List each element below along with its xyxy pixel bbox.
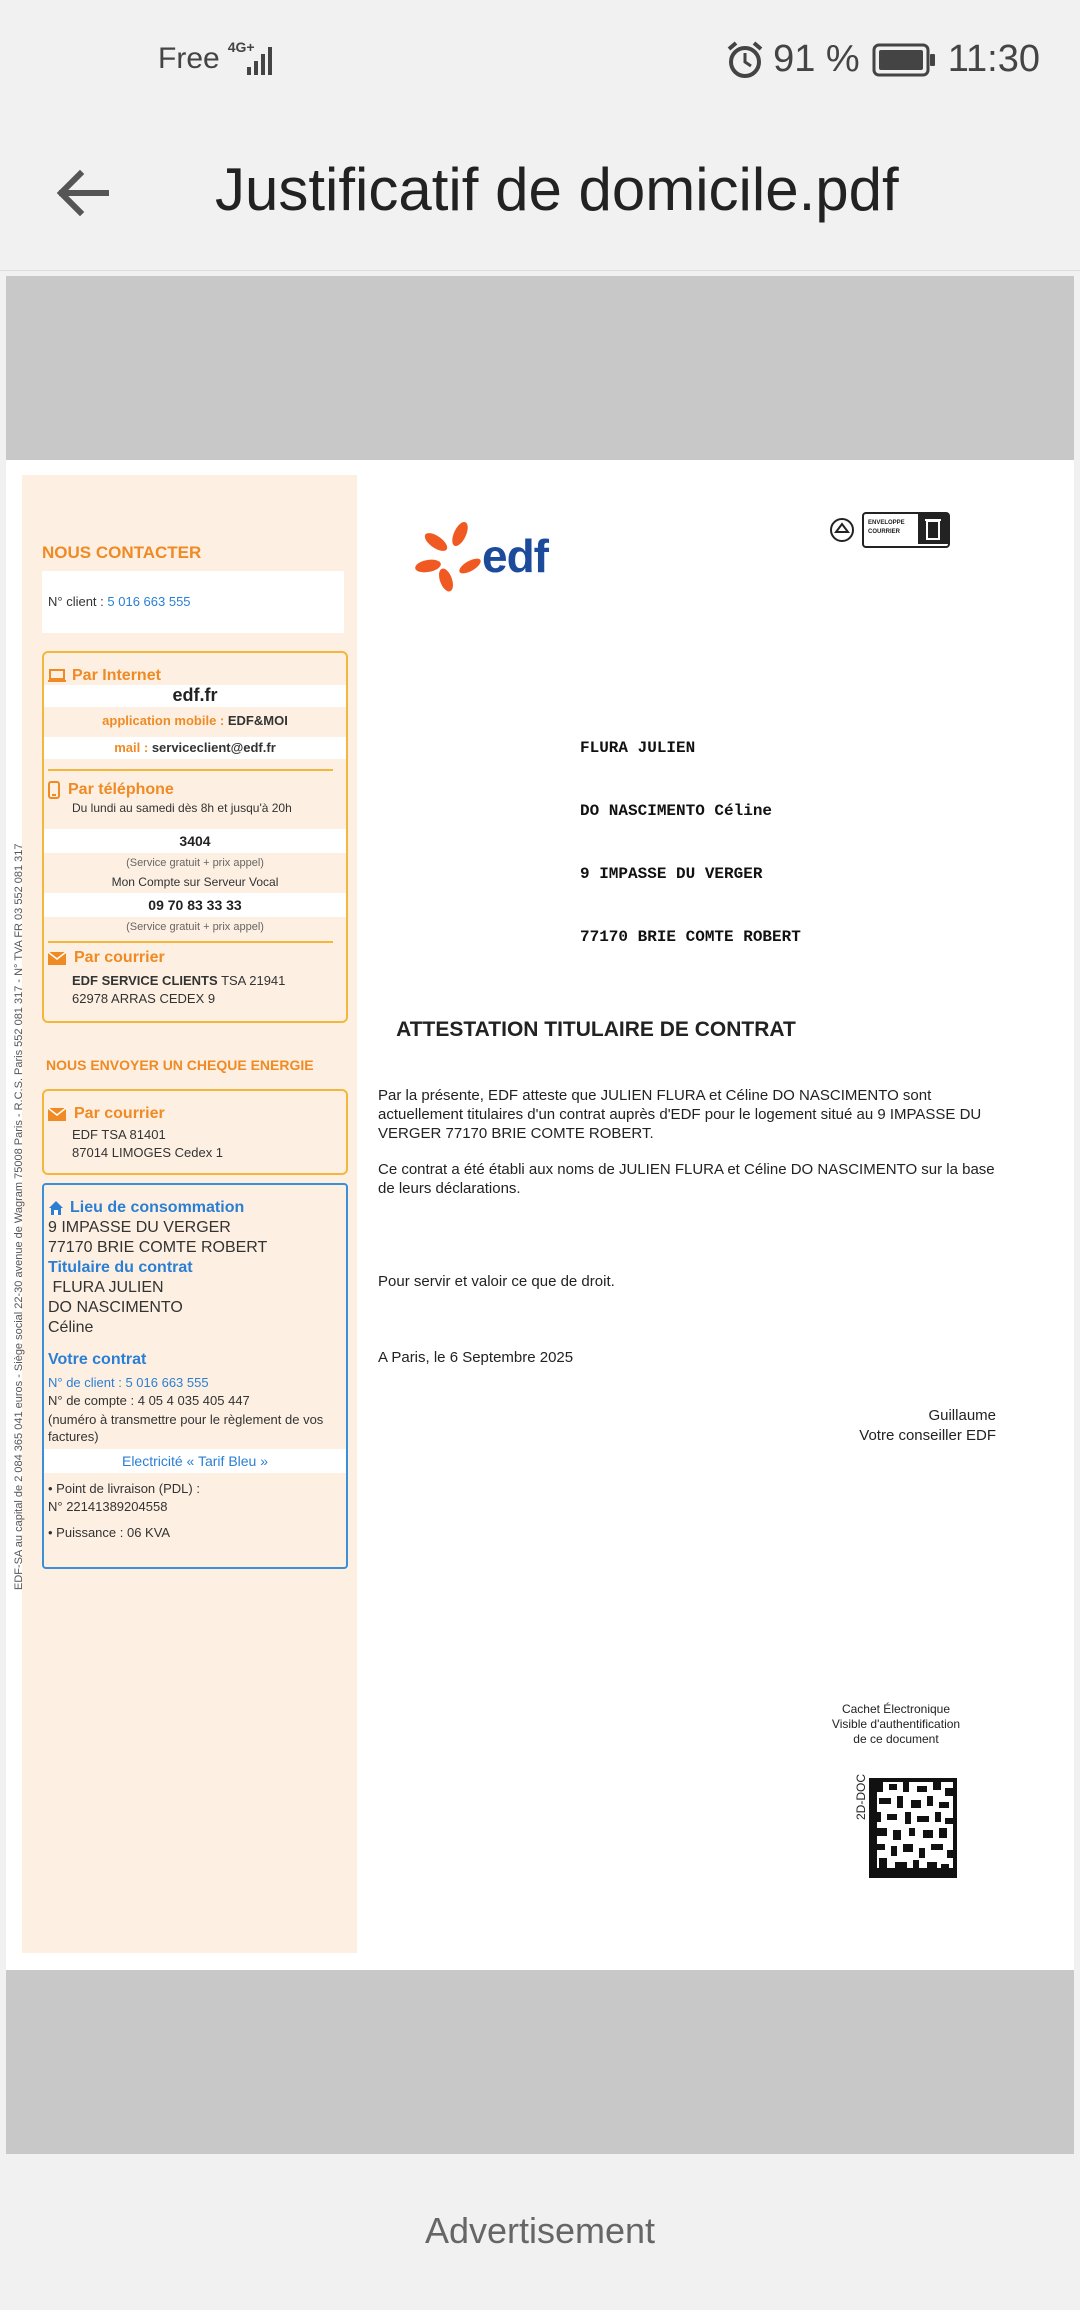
recipient-address (580, 696, 801, 990)
edf-logo (412, 520, 548, 592)
document-title: Justificatif de domicile.pdf (215, 156, 899, 223)
website-link[interactable]: edf.fr (44, 685, 346, 707)
envelope-badge (828, 512, 950, 548)
bin-icon (918, 514, 948, 544)
conso-address-1: 9 IMPASSE DU VERGER (48, 1219, 231, 1236)
contact-title: NOUS CONTACTER (42, 543, 202, 562)
phone-icon (48, 781, 60, 799)
app-toolbar (0, 125, 1080, 271)
battery-percent: 91 % (773, 38, 860, 80)
mail-address-line (72, 973, 285, 988)
badge-box (862, 512, 950, 548)
cheque-box (42, 1089, 348, 1175)
seal-line-1: Cachet Électronique (841, 1702, 951, 1716)
alarm-icon (725, 40, 765, 80)
edf-flower-icon (412, 520, 492, 592)
pdf-viewer[interactable] (6, 276, 1074, 2154)
contact-sidebar (22, 475, 357, 1953)
qr-label: 2D-DOC (854, 1773, 868, 1820)
holder-line-1: FLURA JULIEN (48, 1279, 164, 1296)
vocal-note: (Service gratuit + prix appel) (126, 921, 264, 933)
seal-line-2: Visible d'authentification (831, 1717, 961, 1731)
app-row (44, 713, 346, 728)
internet-heading (48, 667, 161, 685)
signer-name: Guillaume (928, 1407, 996, 1424)
mail-row (44, 737, 346, 759)
ad-banner[interactable] (0, 2154, 1080, 2310)
conso-title: Lieu de consommation (70, 1199, 245, 1216)
cheque-mail-heading (48, 1105, 165, 1123)
contract-note: (numéro à transmettre pour le règlement de vos factures) (48, 1412, 324, 1444)
mail-value[interactable]: serviceclient@edf.fr (151, 740, 276, 755)
house-icon (48, 1200, 64, 1216)
mail-label: mail : (114, 740, 152, 755)
battery-icon (872, 43, 936, 77)
paragraph-2: Ce contrat a été établi aux noms de JULIEN FLURA et Céline DO NASCIMENTO sur la base de leurs déclarations. (378, 1161, 995, 1197)
tariff-label: Electricité « Tarif Bleu » (44, 1449, 346, 1473)
contract-box (42, 1183, 348, 1569)
envelope-icon (48, 952, 66, 965)
holder-title: Titulaire du contrat (48, 1259, 193, 1276)
vocal-label: Mon Compte sur Serveur Vocal (111, 875, 279, 889)
vocal-number[interactable]: 09 70 83 33 33 (44, 893, 346, 917)
recipient-line-3: 9 IMPASSE DU VERGER (580, 865, 763, 883)
network-type: 4G+ (227, 39, 255, 55)
client-number-row (42, 571, 344, 633)
contract-account: N° de compte : 4 05 4 035 405 447 (48, 1393, 250, 1408)
client-label: N° client : (48, 594, 108, 609)
pdl-value: N° 22141389204558 (48, 1499, 168, 1514)
contract-client: N° de client : 5 016 663 555 (48, 1375, 209, 1390)
mail-address-tsa: TSA 21941 (217, 973, 286, 988)
ad-label: Advertisement (424, 2210, 656, 2251)
client-number: 5 016 663 555 (107, 594, 191, 609)
recipient-line-1: FLURA JULIEN (580, 739, 696, 757)
phone-number[interactable]: 3404 (44, 829, 346, 853)
mail-title: Par courrier (74, 949, 165, 966)
paragraph-1: Par la présente, EDF atteste que JULIEN FLURA et Céline DO NASCIMENTO sont actuellement titulaires d'un contrat auprès d'EDF pour le logement situé au 9 IMPASSE DU VERGER 77170 BRIE COMTE ROBERT. (378, 1087, 982, 1142)
phone-title: Par téléphone (68, 781, 174, 798)
holder-line-3: Céline (48, 1319, 94, 1336)
cheque-mail-title: Par courrier (74, 1105, 165, 1122)
edf-wordmark: edf (482, 530, 548, 582)
cheque-address-2: 87014 LIMOGES Cedex 1 (72, 1145, 224, 1160)
phone-hours: Du lundi au samedi dès 8h et jusqu'à 20h (72, 801, 292, 815)
conso-address-2: 77170 BRIE COMTE ROBERT (48, 1239, 268, 1256)
cheque-title: NOUS ENVOYER UN CHEQUE ENERGIE (46, 1057, 314, 1073)
mail-address-name: EDF SERVICE CLIENTS (72, 973, 218, 988)
contract-title: Votre contrat (48, 1351, 147, 1368)
divider (48, 769, 333, 771)
clock: 11:30 (947, 38, 1040, 80)
phone-heading (48, 781, 174, 799)
pdl-label: • Point de livraison (PDL) : (48, 1481, 200, 1496)
paragraph-3: Pour servir et valoir ce que de droit. (378, 1273, 615, 1290)
carrier-name: Free (158, 42, 220, 75)
mail-heading (48, 949, 165, 967)
status-right (725, 38, 1040, 81)
arrow-left-icon (52, 161, 116, 225)
badge-line-1: ENVELOPPE (868, 520, 905, 526)
seal-line-3: de ce document (853, 1732, 939, 1746)
laptop-icon (48, 669, 66, 683)
mail-address-city: 62978 ARRAS CEDEX 9 (72, 991, 216, 1006)
status-bar (0, 0, 1080, 125)
holder-line-2: DO NASCIMENTO (48, 1299, 183, 1316)
app-value: EDF&MOI (227, 713, 288, 728)
recipient-line-4: 77170 BRIE COMTE ROBERT (580, 928, 801, 946)
qr-code-icon (869, 1778, 957, 1878)
badge-line-2: COURRIER (868, 529, 901, 535)
date-line: A Paris, le 6 Septembre 2025 (378, 1349, 574, 1366)
cheque-address-1: EDF TSA 81401 (72, 1127, 166, 1142)
legal-vertical-text: EDF-SA au capital de 2 084 365 041 euros - Siège social 22-30 avenue de Wagram 75008 Paris - R.C.S. Paris 552 081 317 - N° TVA FR 03 552 081 317 (13, 843, 25, 1590)
back-button[interactable] (52, 161, 116, 225)
carrier-info (158, 39, 275, 76)
phone-note: (Service gratuit + prix appel) (126, 857, 264, 869)
internet-title: Par Internet (72, 667, 161, 684)
recipient-line-2: DO NASCIMENTO Céline (580, 802, 773, 820)
seal-caption (796, 1702, 996, 1747)
envelope-icon (48, 1108, 66, 1121)
app-label: application mobile : (102, 713, 228, 728)
badge-label (868, 519, 905, 537)
pdf-page (6, 460, 1074, 1970)
document-heading: ATTESTATION TITULAIRE DE CONTRAT (396, 1018, 796, 1041)
conso-heading (48, 1199, 244, 1217)
recycle-icon (828, 516, 856, 544)
power-value: • Puissance : 06 KVA (48, 1525, 171, 1540)
signer-role: Votre conseiller EDF (859, 1427, 996, 1444)
divider (48, 941, 333, 943)
contact-box (42, 651, 348, 1023)
